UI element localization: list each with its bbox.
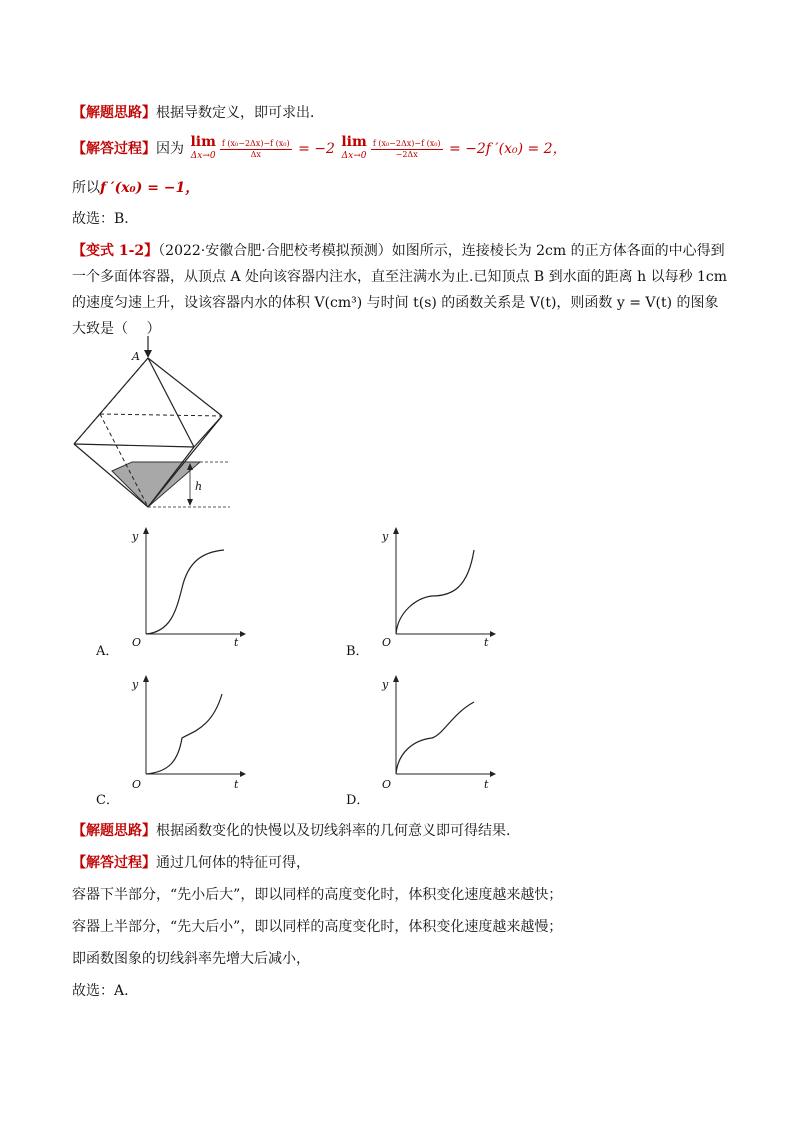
curve-c [146,694,222,774]
question-block [72,238,732,342]
process-tag: 【解答过程】 [72,141,156,157]
option-c-o: O [132,778,142,791]
curve-b [396,550,474,634]
fraction-2: $\frac{\text{f (x₀−2Δx)−f (x₀)}}{-2\Delta x}$ [372,138,441,159]
option-b-y: y [382,530,389,543]
equals-2: = −2f ′(x₀) = 2， [448,141,567,157]
water-region [112,462,203,507]
polyhedron-figure [64,336,244,516]
process-line-2 [72,853,310,873]
option-a-graph [118,522,248,647]
choice-text-1: 故选：B. [72,211,129,227]
option-d-y: y [382,678,389,691]
explain-line-1: 容器下半部分，“先小后大”，即以同样的高度变化时，体积变化速度越来越快； [72,887,563,903]
option-c-y: y [132,678,139,691]
option-a-y: y [132,530,139,543]
option-b-label: B． [346,644,369,659]
option-b-graph [368,522,498,647]
option-b-o: O [382,636,392,647]
option-a-o: O [132,636,142,647]
limit-1: lim Δx→0 [190,134,216,161]
limit-2: lim Δx→0 [341,134,367,161]
because-text: 因为 [156,141,184,157]
option-c-t: t [234,778,239,791]
vertex-a-label: A [132,350,140,363]
process-text-2: 通过几何体的特征可得， [156,855,310,871]
question-tag: 【变式 1-2】 [72,243,159,259]
so-line [72,178,199,198]
option-a-label: A． [96,644,119,659]
option-d-graph [368,672,498,797]
process-line-1 [72,136,567,162]
process-tag-2: 【解答过程】 [72,855,156,871]
idea-text-2: 根据函数变化的快慢以及切线斜率的几何意义即可得结果. [156,823,511,839]
so-expr: f ′(x₀) = −1， [100,180,200,196]
choice-line-2: 故选：A. [72,983,129,999]
option-c-graph [118,672,248,797]
question-text: （2022·安徽合肥·合肥校考模拟预测）如图所示，连接棱长为 2cm 的正方体各面的中心得到一个多面体容器，从顶点 A 处向该容器内注水，直至注满水为止.已知顶点 B 到水面的距离 h 以每秒 1cm 的速度匀速上升，设该容器内水的体积 V(cm³) 与时间 t(s) 的函数关系是 V(t)，则函数 y = V(t) 的图象大致是（ ） [72,243,728,337]
option-d-label: D． [346,793,370,808]
option-a-t: t [234,636,239,647]
so-text: 所以 [72,180,100,196]
explain-line-2: 容器上半部分，“先大后小”，即以同样的高度变化时，体积变化速度越来越慢； [72,919,563,935]
option-b-t: t [484,636,489,647]
idea-text: 根据导数定义，即可求出． [156,105,324,121]
curve-a [146,550,224,634]
idea-line-2 [72,821,510,841]
explain-line-3: 即函数图象的切线斜率先增大后减小， [72,951,310,967]
idea-tag: 【解题思路】 [72,105,156,121]
choice-line-1 [72,209,129,229]
option-c-label: C． [96,793,119,808]
equals-1: = −2 [298,141,335,157]
curve-d [396,702,474,774]
height-label: h [195,480,203,493]
idea-line-1 [72,103,324,123]
option-d-t: t [484,778,489,791]
fraction-1: $\frac{\text{f (x₀−2Δx)−f (x₀)}}{\Delta x}$ [221,138,290,159]
idea-tag-2: 【解题思路】 [72,823,156,839]
option-d-o: O [382,778,392,791]
